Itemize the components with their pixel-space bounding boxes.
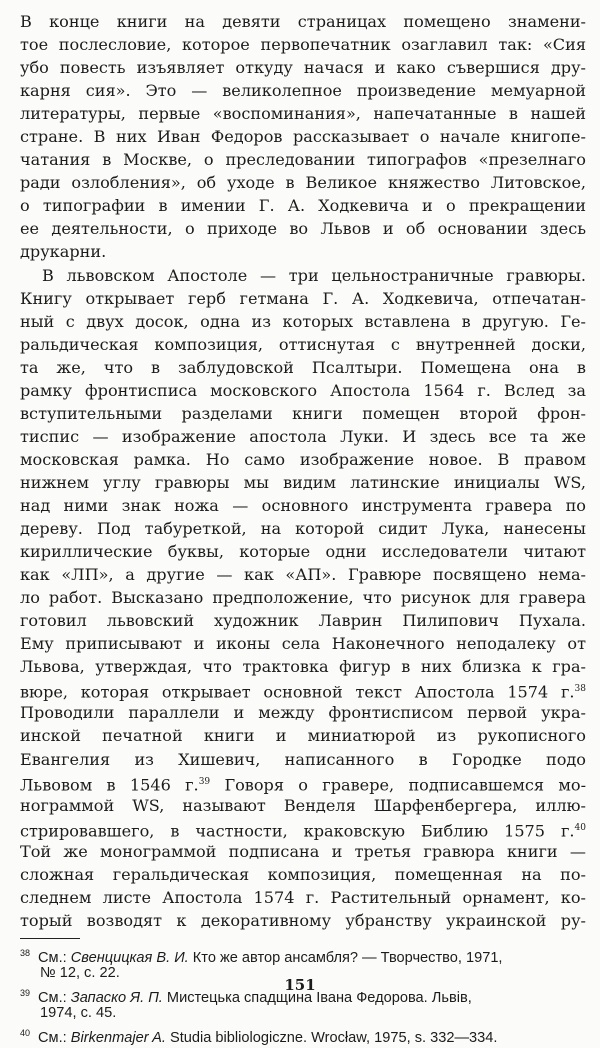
text-line: ный с двух досок, одна из которых вставлена в другую. Ге- bbox=[20, 311, 586, 331]
text-line: московская рамка. Но само изображение новое. В правом bbox=[20, 449, 586, 469]
text-segment: вюре, которая открывает основной текст Апостола 1574 г. bbox=[20, 682, 575, 702]
text-line: инской печатной книги и миниатюрой из рукописного bbox=[20, 726, 586, 746]
footnote-number: 40 bbox=[20, 1027, 31, 1038]
footnote-38-cont: № 12, с. 22. bbox=[40, 964, 120, 981]
text-line: тое послесловие, которое первопечатник озаглавил так: «Сия bbox=[20, 35, 586, 55]
text-line-with-ref bbox=[20, 678, 586, 701]
footnote-number: 38 bbox=[20, 947, 31, 958]
text-line-with-ref bbox=[20, 817, 586, 840]
text-line: чатания в Москве, о преследовании типографов «презелнаго bbox=[20, 150, 586, 170]
text-line: Проводили параллели и между фронтисписом первой укра- bbox=[20, 703, 586, 723]
text-line: ради озлобления», об уходе в Великое княжество Литовское, bbox=[20, 173, 586, 193]
text-line: о типографии в имении Г. А. Ходкевича и о прекращении bbox=[20, 196, 586, 216]
footnote-39-cont: 1974, с. 45. bbox=[40, 1004, 117, 1021]
footnote-author: Birkenmajer A. bbox=[70, 1029, 166, 1046]
footnote-38 bbox=[20, 943, 586, 966]
footnote-number: 39 bbox=[20, 987, 31, 998]
text-line: нограммой WS, называют Венделя Шарфенбергера, иллю- bbox=[20, 795, 586, 815]
page-body bbox=[20, 10, 587, 1046]
text-line: нижнем углу гравюры мы видим латинские инициалы WS, bbox=[20, 472, 586, 492]
text-line: убо повесть изъявляет откуду начася и како съвершися дру- bbox=[20, 58, 586, 78]
text-line: тиспис — изображение апостола Луки. И здесь все та же bbox=[20, 426, 586, 446]
footnote-divider bbox=[20, 938, 80, 939]
text-line: Книгу открывает герб гетмана Г. А. Ходкевича, отпечатан- bbox=[20, 288, 586, 308]
text-line: В конце книги на девяти страницах помещено знамени- bbox=[20, 12, 586, 31]
text-line: В львовском Апостоле — три цельностраничные гравюры. bbox=[42, 265, 586, 285]
text-line: готовил львовский художник Лаврин Пилипович Пухала. bbox=[20, 611, 586, 631]
text-line: карня сия». Это — великолепное произведение мемуарной bbox=[20, 81, 586, 101]
text-line: над ними знак ножа — основного инструмента гравера по bbox=[20, 495, 586, 515]
text-line: следнем листе Апостола 1574 г. Растительный орнамент, ко- bbox=[20, 887, 586, 907]
text-segment: Говоря о гравере, подписавшемся мо- bbox=[224, 774, 587, 794]
text-line: кириллические буквы, которые одни исследователи читают bbox=[20, 542, 586, 562]
text-line: Львова, утверждая, что трактовка фигур в них близка к гра- bbox=[20, 657, 586, 677]
text-line: вступительными разделами книги помещен второй фрон- bbox=[20, 403, 586, 423]
text-line: Той же монограммой подписана и третья гравюра книги — bbox=[20, 841, 586, 861]
text-line: стране. В них Иван Федоров рассказывает о начале книгопе- bbox=[20, 127, 586, 147]
footnote-text: Кто же автор ансамбля? — Творчество, 1971, bbox=[192, 949, 503, 966]
footnote-ref-38: 38 bbox=[574, 684, 586, 695]
footnote-ref-40: 40 bbox=[574, 822, 586, 833]
footnote-ref-39: 39 bbox=[198, 776, 211, 787]
text-line: торый возводят к декоративному убранству украинской ру- bbox=[20, 910, 586, 930]
text-line-with-ref bbox=[20, 771, 586, 794]
text-line: Евангелия из Хишевич, написанного в Городке подо bbox=[20, 749, 586, 769]
text-line: ее деятельности, о приходе во Львов и об основании здесь bbox=[20, 219, 586, 239]
text-line: Ему приписывают и иконы села Наконечного неподалеку от bbox=[20, 634, 586, 654]
footnote-text: Studia bibliologiczne. Wrocław, 1975, s. 332—334. bbox=[169, 1029, 498, 1046]
text-line: ральдическая композиция, оттиснутая с внутренней доски, bbox=[20, 334, 586, 354]
footnote-prefix: См.: bbox=[38, 1029, 67, 1046]
text-segment: Львовом в 1546 г. bbox=[20, 774, 199, 794]
text-line: литературы, первые «воспоминания», напечатанные в нашей bbox=[20, 104, 586, 124]
footnote-prefix: См.: bbox=[38, 989, 67, 1006]
text-line: друкарни. bbox=[20, 242, 107, 262]
footnote-author: Запаско Я. П. bbox=[70, 989, 163, 1006]
text-line: рамку фронтисписа московского Апостола 1564 г. Вслед за bbox=[20, 380, 586, 400]
footnote-text: Мистецька спадщина Івана Федорова. Львів, bbox=[166, 989, 472, 1006]
text-line: сложная геральдическая композиция, помещенная на по- bbox=[20, 864, 586, 884]
text-line: ло работ. Высказано предположение, что рисунок для гравера bbox=[20, 588, 586, 608]
text-line: дереву. Под табуреткой, на которой сидит Лука, нанесены bbox=[20, 519, 586, 539]
text-line: та же, что в заблудовской Псалтыри. Помещена она в bbox=[20, 357, 586, 377]
text-line: как «ЛП», а другие — как «АП». Гравюре посвящено нема- bbox=[20, 565, 586, 585]
text-segment: стрировавшего, в частности, краковскую Библию 1575 г. bbox=[20, 821, 575, 840]
page-number: 151 bbox=[284, 976, 316, 994]
footnote-40 bbox=[20, 1023, 586, 1046]
footnote-prefix: См.: bbox=[38, 949, 67, 966]
footnote-author: Свенцицкая В. И. bbox=[70, 949, 189, 966]
